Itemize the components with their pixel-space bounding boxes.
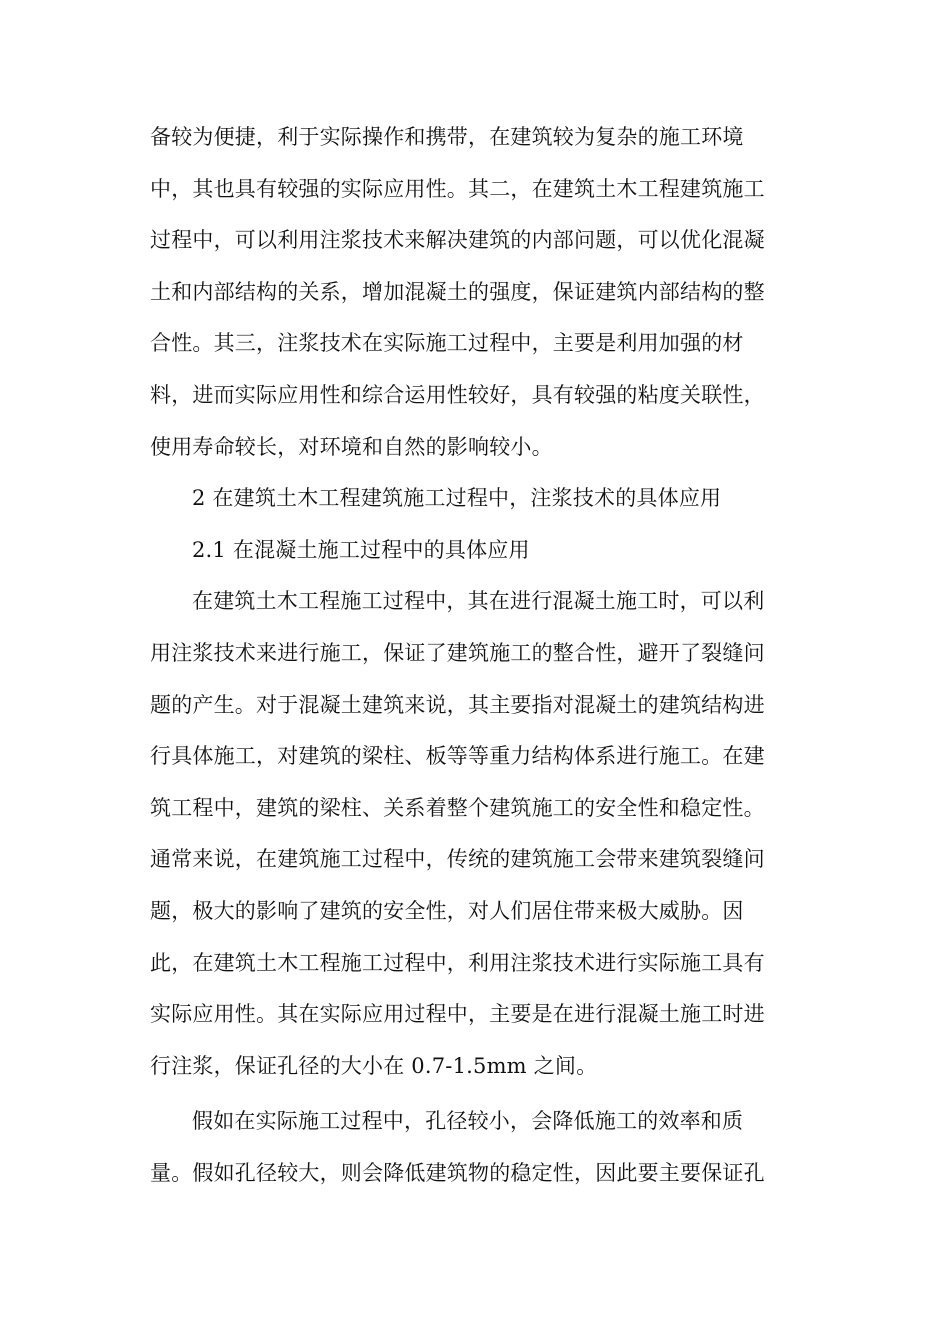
text-line: 过程中，可以利用注浆技术来解决建筑的内部问题，可以优化混凝 (150, 228, 765, 253)
body-text (150, 112, 810, 1199)
subsection-heading: 2.1 在混凝土施工过程中的具体应用 (192, 537, 530, 562)
paragraph-concrete-application (150, 576, 810, 1092)
text-line: 料，进而实际应用性和综合运用性较好，具有较强的粘度关联性， (150, 382, 765, 407)
text-line: 假如在实际施工过程中，孔径较小，会降低施工的效率和质 (192, 1109, 744, 1134)
section-heading: 2 在建筑土木工程建筑施工过程中，注浆技术的具体应用 (192, 486, 722, 511)
text-line: 备较为便捷，利于实际操作和携带，在建筑较为复杂的施工环境 (150, 125, 744, 149)
text-line: 通常来说，在建筑施工过程中，传统的建筑施工会带来建筑裂缝问 (150, 847, 765, 872)
paragraph-aperture (150, 1096, 810, 1199)
text-line: 土和内部结构的关系，增加混凝土的强度，保证建筑内部结构的整 (150, 279, 765, 304)
text-line: 使用寿命较长，对环境和自然的影响较小。 (150, 434, 553, 459)
paragraph-continuation (150, 112, 810, 473)
text-line: 量。假如孔径较大，则会降低建筑物的稳定性，因此要主要保证孔 (150, 1160, 765, 1185)
text-line: 此，在建筑土木工程施工过程中，利用注浆技术进行实际施工具有 (150, 950, 765, 975)
text-line: 行具体施工，对建筑的梁柱、板等等重力结构体系进行施工。在建 (150, 744, 765, 769)
text-line: 在建筑土木工程施工过程中，其在进行混凝土施工时，可以利 (192, 589, 765, 614)
text-line: 用注浆技术来进行施工，保证了建筑施工的整合性，避开了裂缝问 (150, 640, 765, 665)
text-line: 合性。其三，注浆技术在实际施工过程中，主要是利用加强的材 (150, 331, 744, 356)
text-line: 中，其也具有较强的实际应用性。其二，在建筑土木工程建筑施工 (150, 176, 765, 201)
text-line: 筑工程中，建筑的梁柱、关系着整个建筑施工的安全性和稳定性。 (150, 795, 765, 820)
text-line: 题的产生。对于混凝土建筑来说，其主要指对混凝土的建筑结构进 (150, 692, 765, 717)
text-line: 题，极大的影响了建筑的安全性，对人们居住带来极大威胁。因 (150, 898, 744, 923)
text-line: 行注浆，保证孔径的大小在 0.7-1.5mm 之间。 (150, 1053, 598, 1078)
text-line: 实际应用性。其在实际应用过程中，主要是在进行混凝土施工时进 (150, 1002, 765, 1027)
